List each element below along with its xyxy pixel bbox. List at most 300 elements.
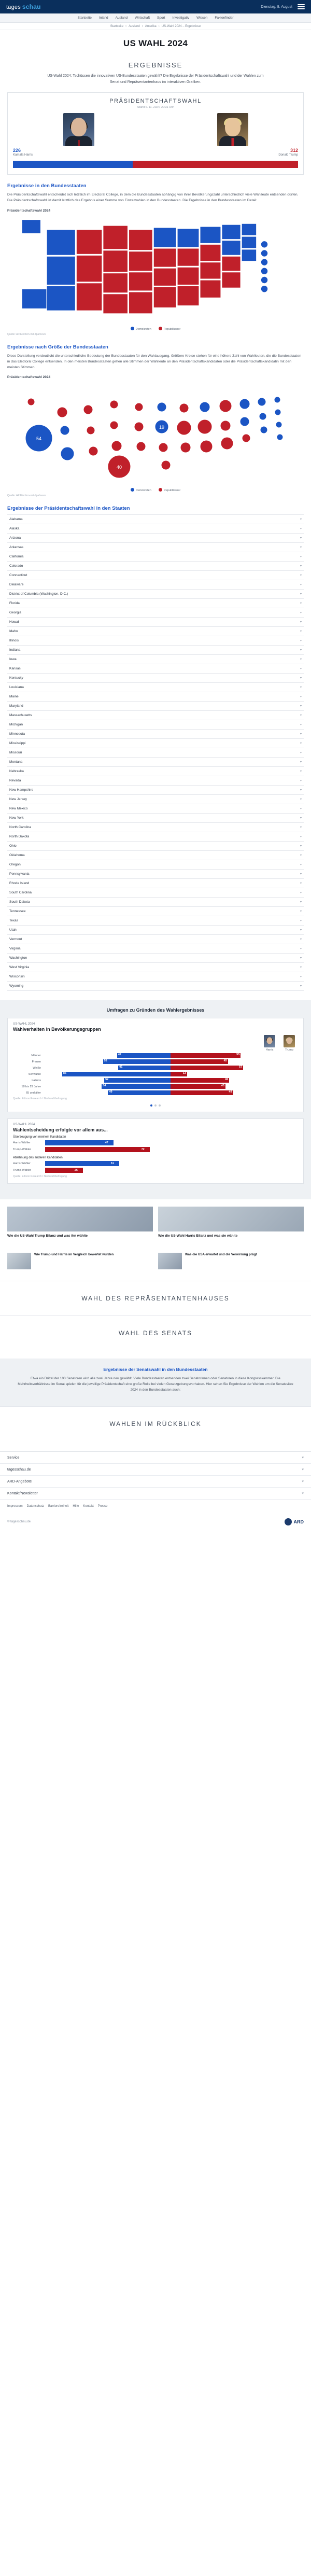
poll-group-row bbox=[13, 1053, 298, 1058]
poll-motivation-label: Harris-Wähler bbox=[13, 1162, 31, 1166]
breadcrumb-2[interactable]: Amerika bbox=[145, 24, 157, 28]
state-row[interactable] bbox=[7, 524, 304, 534]
chevron-down-icon: ▾ bbox=[300, 621, 302, 624]
state-name: Iowa bbox=[9, 657, 17, 662]
map2-caption: Präsidentschaftswahl 2024 bbox=[7, 375, 51, 380]
chevron-down-icon: ▾ bbox=[300, 873, 302, 876]
hero-lede: US-Wahl 2024: Tschüssen die innovativen US-Bundesstaaten gewählt? Die Ergebnisse der Präsidentschaftswahl und der Wahlen zum Senat und Repräsentantenhaus im interaktiven Grafiken. bbox=[47, 74, 264, 84]
breadcrumb-1[interactable]: Ausland bbox=[129, 24, 140, 28]
state-name: Vermont bbox=[9, 937, 22, 942]
president-card-title: PRÄSIDENTSCHAFTSWAHL bbox=[109, 98, 202, 105]
breadcrumb-0[interactable]: Startseite bbox=[110, 24, 124, 28]
band-review[interactable] bbox=[0, 1406, 311, 1441]
poll2-sub2: Ablehnung des anderen Kandidaten bbox=[13, 1156, 63, 1160]
state-name: Arkansas bbox=[9, 545, 24, 550]
candidate-harris bbox=[13, 113, 144, 146]
chevron-down-icon: ▾ bbox=[300, 938, 302, 942]
president-card-date: Stand 6. 11. 2024, 20:31 Uhr bbox=[137, 106, 174, 109]
state-row[interactable] bbox=[7, 562, 304, 571]
poll-group-bars bbox=[43, 1053, 298, 1058]
avatar-harris bbox=[63, 113, 94, 146]
state-name: North Carolina bbox=[9, 825, 31, 830]
state-row[interactable] bbox=[7, 786, 304, 795]
teaser-title-3[interactable]: Was die USA erwartet und die Verwirrung prägt bbox=[185, 1253, 257, 1257]
trump-bar bbox=[133, 161, 298, 168]
state-row[interactable] bbox=[7, 590, 304, 599]
state-row[interactable] bbox=[7, 711, 304, 720]
poll-motivation-bar bbox=[45, 1147, 150, 1152]
map2-paragraph: Diese Darstellung verdeutlicht die unterschiedliche Bedeutung der Bundesstaaten für den Wahlausgang. Größere Kreise stehen für eine höhere Zahl von Wahlleuten, die die Bundesstaaten in das Electoral College entsenden. In den meisten Bundesstaaten gehen alle Stimmen der Wahlleute an den Präsidentschaftskandidaten oder die Präsidentschaftskandidatin mit den meisten Stimmen. bbox=[7, 354, 302, 369]
legend-dem: Demokraten bbox=[131, 327, 151, 331]
nav-item-6[interactable]: Wissen bbox=[196, 16, 208, 20]
state-name: Florida bbox=[9, 601, 20, 606]
chevron-down-icon: ▾ bbox=[300, 742, 302, 746]
poll1-head-harris: Harris bbox=[264, 1035, 275, 1052]
chevron-down-icon: ▾ bbox=[300, 966, 302, 970]
poll-motivation-row bbox=[13, 1161, 298, 1166]
state-row[interactable] bbox=[7, 515, 304, 524]
poll2-kicker: US-WAHL 2024 bbox=[13, 1123, 35, 1127]
chevron-down-icon: ▾ bbox=[300, 714, 302, 718]
band-house-title: WAHL DES REPRÄSENTANTENHAUSES bbox=[81, 1295, 230, 1303]
state-name: New Jersey bbox=[9, 797, 27, 802]
chevron-down-icon: ▾ bbox=[300, 807, 302, 811]
chevron-down-icon: ▾ bbox=[300, 667, 302, 671]
state-name: New Hampshire bbox=[9, 788, 34, 792]
map2-heading: Ergebnisse nach Größe der Bundesstaaten bbox=[7, 344, 108, 350]
teaser-0[interactable] bbox=[7, 1207, 153, 1238]
chevron-down-icon: ▾ bbox=[300, 817, 302, 820]
chevron-down-icon: ▾ bbox=[300, 975, 302, 979]
teaser-title-2[interactable]: Wie Trump und Harris im Vergleich bewertet wurden bbox=[34, 1253, 114, 1257]
poll1-kicker: US-WAHL 2024 bbox=[13, 1023, 35, 1026]
teaser-title-1[interactable]: Wie die US-Wahl Harris Bilanz und was sie wählte bbox=[158, 1234, 238, 1238]
teaser-thumb-2 bbox=[7, 1253, 31, 1269]
poll-group-bars bbox=[43, 1090, 298, 1095]
chevron-down-icon: ▾ bbox=[300, 751, 302, 755]
state-row[interactable] bbox=[7, 776, 304, 786]
chevron-down-icon: ▾ bbox=[300, 770, 302, 774]
chevron-down-icon: ▾ bbox=[300, 705, 302, 708]
teaser-3[interactable] bbox=[158, 1253, 304, 1269]
ard-circle-icon bbox=[285, 1518, 292, 1525]
state-row[interactable] bbox=[7, 720, 304, 730]
poll-bar-dem: 53 bbox=[103, 1059, 171, 1064]
chevron-down-icon: ▾ bbox=[300, 798, 302, 802]
chevron-down-icon: ▾ bbox=[302, 1492, 304, 1496]
state-name: New Mexico bbox=[9, 807, 28, 811]
chevron-down-icon: ▾ bbox=[300, 882, 302, 886]
svg-text:54: 54 bbox=[36, 436, 42, 442]
map1-svg[interactable] bbox=[7, 215, 304, 324]
poll-motivation-label: Harris-Wähler bbox=[13, 1141, 31, 1145]
poll-bar-rep: 43 bbox=[171, 1084, 225, 1089]
candidate-photos bbox=[8, 110, 303, 146]
state-row[interactable] bbox=[7, 870, 304, 879]
state-row[interactable] bbox=[7, 730, 304, 739]
poll-group-row bbox=[13, 1066, 298, 1070]
state-name: California bbox=[9, 555, 24, 559]
state-name: South Dakota bbox=[9, 900, 30, 904]
state-name: Connecticut bbox=[9, 573, 27, 578]
poll-motivation-label: Trump-Wähler bbox=[13, 1148, 31, 1152]
poll-bar-dem: 54 bbox=[102, 1084, 171, 1089]
chevron-down-icon: ▾ bbox=[300, 901, 302, 904]
state-name: Michigan bbox=[9, 723, 23, 727]
state-row[interactable] bbox=[7, 814, 304, 823]
svg-text:19: 19 bbox=[159, 425, 165, 430]
chevron-down-icon: ▾ bbox=[300, 910, 302, 914]
state-name: Oregon bbox=[9, 863, 21, 867]
poll-group-label: Männer bbox=[31, 1054, 41, 1057]
chevron-down-icon: ▾ bbox=[300, 863, 302, 867]
state-row[interactable] bbox=[7, 627, 304, 636]
poll-card-groups bbox=[7, 1018, 304, 1112]
state-name: Tennessee bbox=[9, 909, 26, 914]
section-polls bbox=[0, 1000, 311, 1199]
harris-electoral-votes: 226 bbox=[13, 148, 21, 153]
state-row[interactable] bbox=[7, 823, 304, 832]
state-row[interactable] bbox=[7, 972, 304, 982]
state-name: Delaware bbox=[9, 583, 24, 587]
map1-source: Quelle: AP/Election-mit-dpa/news bbox=[7, 332, 46, 336]
chevron-down-icon: ▾ bbox=[300, 789, 302, 792]
chevron-down-icon: ▾ bbox=[302, 1468, 304, 1472]
state-row[interactable] bbox=[7, 926, 304, 935]
chevron-down-icon: ▾ bbox=[300, 593, 302, 596]
footer-link-2[interactable]: Barrierefreiheit bbox=[48, 1505, 69, 1508]
state-name: Arizona bbox=[9, 536, 21, 540]
nav-item-3[interactable]: Wirtschaft bbox=[135, 16, 150, 20]
page-title: US WAHL 2024 bbox=[123, 38, 188, 48]
nav-item-4[interactable]: Sport bbox=[157, 16, 165, 20]
chevron-down-icon: ▾ bbox=[300, 891, 302, 895]
chevron-down-icon: ▾ bbox=[300, 854, 302, 858]
poll-bar-dem: 41 bbox=[118, 1066, 171, 1070]
state-row[interactable] bbox=[7, 739, 304, 748]
map1-heading: Ergebnisse in den Bundesstaaten bbox=[7, 183, 87, 189]
teaser-2[interactable] bbox=[7, 1253, 153, 1269]
state-row[interactable] bbox=[7, 748, 304, 758]
poll-motivation-value: 47 bbox=[105, 1141, 108, 1145]
poll-group-bars bbox=[43, 1078, 298, 1083]
nav-item-2[interactable]: Ausland bbox=[115, 16, 128, 20]
state-row[interactable] bbox=[7, 674, 304, 683]
svg-text:40: 40 bbox=[116, 465, 122, 470]
candidate-trump bbox=[167, 113, 298, 146]
brand-part-1: tages bbox=[6, 4, 21, 10]
state-row[interactable] bbox=[7, 767, 304, 776]
poll-bar-rep: 57 bbox=[171, 1066, 243, 1070]
us-bubble-map[interactable] bbox=[7, 381, 304, 485]
carousel-dots[interactable] bbox=[13, 1104, 298, 1107]
chevron-down-icon: ▾ bbox=[302, 1480, 304, 1484]
poll-group-row bbox=[13, 1084, 298, 1089]
map1-paragraph: Die Präsidentschaftswahl entscheidet sich letztlich im Electoral College, in dem die Bundesstaaten abhängig von ihrer Bevölkerungszahl unterschiedlich viele Wahlleute entsenden dürfen. Die Präsidentschaftswahl ist damit letztlich das Ergebnis einer Summe von Einzelwahlen in den Bundesstaaten. Die Ergebnisse in den Bundesstaaten im Detail: bbox=[7, 193, 299, 203]
footer bbox=[0, 1451, 311, 1534]
footer-row-3[interactable]: Kontakt/Newsletter ▾ bbox=[0, 1488, 311, 1500]
state-row[interactable] bbox=[7, 599, 304, 608]
chevron-down-icon: ▾ bbox=[300, 658, 302, 662]
state-row[interactable] bbox=[7, 954, 304, 963]
polls-heading: Umfragen zu Gründen des Wahlergebnisses bbox=[106, 1007, 205, 1013]
chevron-down-icon: ▾ bbox=[300, 835, 302, 839]
poll-card-motivation bbox=[7, 1118, 304, 1184]
chevron-down-icon: ▾ bbox=[300, 630, 302, 634]
state-row[interactable] bbox=[7, 860, 304, 870]
poll1-title: Wahlverhalten in Bevölkerungsgruppen bbox=[13, 1027, 101, 1032]
footer-row-1[interactable]: tagesschau.de ▾ bbox=[0, 1464, 311, 1476]
poll-group-label: 65 und älter bbox=[25, 1091, 41, 1095]
legend2-dem: Demokraten bbox=[131, 488, 151, 492]
section-bubble-map bbox=[7, 344, 304, 498]
legend2-rep: Republikaner bbox=[159, 488, 180, 492]
president-result-card bbox=[7, 92, 304, 175]
state-row[interactable] bbox=[7, 646, 304, 655]
hero bbox=[0, 30, 311, 54]
state-name: Kansas bbox=[9, 667, 21, 671]
state-row[interactable] bbox=[7, 888, 304, 898]
state-row[interactable] bbox=[7, 944, 304, 954]
hamburger-icon[interactable] bbox=[298, 4, 305, 9]
state-row[interactable] bbox=[7, 758, 304, 767]
poll-bar-rep: 13 bbox=[171, 1072, 187, 1076]
poll-motivation-bar bbox=[45, 1140, 114, 1145]
breadcrumb[interactable]: Startseite › Ausland › Amerika › US-Wahl 2024 – Ergebnisse bbox=[0, 23, 311, 30]
legend-rep: Republikaner bbox=[159, 327, 180, 331]
harris-bar bbox=[13, 161, 133, 168]
brand-part-2: schau bbox=[22, 3, 41, 10]
state-name: Wyoming bbox=[9, 984, 24, 988]
poll-motivation-row bbox=[13, 1168, 298, 1173]
senate-note-text: Etwa ein Drittel der 100 Senatoren wird alle zwei Jahre neu gewählt. Viele Bundesstaaten entsenden zwei Senatorinnen oder Senatoren in diese Kongresskammer. Die Mehrheitsverhältnisse im Senat spielen für die jeweilige Präsidentschaft eine große Rolle bei vielen Gesetzgebungsvorhaben. Hier sehen Sie Ergebnisse der Wahlen um die Senatssitze 2024 in den Bundesstaaten auch: bbox=[18, 1377, 293, 1392]
chevron-down-icon: ▾ bbox=[300, 574, 302, 578]
state-row[interactable] bbox=[7, 916, 304, 926]
ard-logo[interactable]: ARD bbox=[285, 1518, 304, 1525]
state-row[interactable] bbox=[7, 982, 304, 991]
poll-bar-rep: 46 bbox=[171, 1078, 229, 1083]
state-name: West Virginia bbox=[9, 965, 30, 970]
chevron-down-icon: ▾ bbox=[300, 733, 302, 736]
state-name: New York bbox=[9, 816, 24, 820]
state-row[interactable] bbox=[7, 655, 304, 664]
chevron-down-icon: ▾ bbox=[300, 677, 302, 680]
breadcrumb-3: US-Wahl 2024 – Ergebnisse bbox=[161, 24, 201, 28]
poll-group-label: Schwarze bbox=[28, 1072, 41, 1076]
poll-motivation-label: Trump-Wähler bbox=[13, 1169, 31, 1172]
poll1-head-trump: Trump bbox=[284, 1035, 295, 1052]
footer-bottom bbox=[0, 1513, 311, 1534]
section-state-results bbox=[7, 183, 304, 335]
map2-legend bbox=[7, 488, 304, 492]
state-row[interactable] bbox=[7, 618, 304, 627]
state-row[interactable] bbox=[7, 879, 304, 888]
poll-bar-rep: 49 bbox=[171, 1090, 233, 1095]
teaser-1[interactable] bbox=[158, 1207, 304, 1238]
poll-motivation-bar bbox=[45, 1161, 119, 1166]
band-senate-title: WAHL DES SENATS bbox=[118, 1329, 193, 1337]
state-name: Ohio bbox=[9, 844, 17, 848]
state-row[interactable] bbox=[7, 552, 304, 562]
chevron-down-icon: ▾ bbox=[300, 649, 302, 652]
poll-motivation-value: 51 bbox=[110, 1162, 114, 1166]
chevron-down-icon: ▾ bbox=[300, 947, 302, 951]
poll2-sub1: Überzeugung von meinem Kandidaten bbox=[13, 1136, 66, 1139]
footer-row-2[interactable]: ARD-Angebote ▾ bbox=[0, 1476, 311, 1488]
poll-bar-dem: 49 bbox=[108, 1090, 171, 1095]
state-name: Alabama bbox=[9, 517, 23, 522]
state-row[interactable] bbox=[7, 898, 304, 907]
poll-group-label: 18 bis 29 Jahre bbox=[21, 1085, 41, 1088]
state-name: Nebraska bbox=[9, 769, 24, 774]
state-name: Rhode Island bbox=[9, 881, 30, 886]
footer-link-0[interactable]: Impressum bbox=[7, 1505, 23, 1508]
chevron-down-icon: ▾ bbox=[300, 919, 302, 923]
state-row[interactable] bbox=[7, 795, 304, 804]
chevron-down-icon: ▾ bbox=[300, 826, 302, 830]
senate-note bbox=[0, 1359, 311, 1406]
state-name: Colorado bbox=[9, 564, 23, 568]
poll-group-row bbox=[13, 1059, 298, 1064]
state-row[interactable] bbox=[7, 683, 304, 692]
state-name: Alaska bbox=[9, 527, 20, 531]
avatar-trump bbox=[217, 113, 248, 146]
poll-bar-dem: 42 bbox=[117, 1053, 171, 1058]
states-heading: Ergebnisse der Präsidentschaftswahl in den Staaten bbox=[7, 506, 130, 512]
state-row[interactable] bbox=[7, 692, 304, 702]
poll-motivation-row bbox=[13, 1140, 298, 1145]
poll-bar-dem: 52 bbox=[104, 1078, 171, 1083]
state-name: Louisiana bbox=[9, 685, 24, 690]
state-name: North Dakota bbox=[9, 835, 30, 839]
state-row[interactable] bbox=[7, 963, 304, 972]
chevron-down-icon: ▾ bbox=[300, 723, 302, 727]
header-date: Dienstag, 8. August bbox=[261, 5, 292, 9]
poll2-source: Quelle: Edison Research / Nachwahlbefragung bbox=[13, 1175, 67, 1179]
footer-link-3[interactable]: Hilfe bbox=[73, 1505, 79, 1508]
nav-item-5[interactable]: Investigativ bbox=[172, 16, 190, 20]
band-house[interactable] bbox=[0, 1281, 311, 1315]
chevron-down-icon: ▾ bbox=[300, 779, 302, 783]
chevron-down-icon: ▾ bbox=[300, 929, 302, 932]
state-name: Oklahoma bbox=[9, 853, 25, 858]
state-name: Utah bbox=[9, 928, 17, 932]
electoral-bar bbox=[8, 157, 303, 174]
state-row[interactable] bbox=[7, 935, 304, 944]
state-name: Hawaii bbox=[9, 620, 20, 624]
state-row[interactable] bbox=[7, 702, 304, 711]
teaser-thumb-1 bbox=[158, 1207, 304, 1231]
chevron-down-icon: ▾ bbox=[300, 583, 302, 587]
teaser-title-0[interactable]: Wie die US-Wahl Trump Bilanz und was ihn wählte bbox=[7, 1234, 88, 1238]
nav-item-0[interactable]: Startseite bbox=[77, 16, 92, 20]
state-row[interactable] bbox=[7, 636, 304, 646]
state-name: Washington bbox=[9, 956, 27, 960]
chevron-down-icon: ▾ bbox=[300, 845, 302, 848]
band-review-title: WAHLEN IM RÜCKBLICK bbox=[109, 1420, 202, 1428]
state-accordion[interactable] bbox=[7, 514, 304, 991]
poll-group-bars bbox=[43, 1084, 298, 1089]
electoral-values bbox=[8, 146, 303, 153]
state-name: South Carolina bbox=[9, 891, 32, 895]
nav-item-7[interactable]: Faktenfinder bbox=[215, 16, 234, 20]
state-row[interactable] bbox=[7, 571, 304, 580]
state-name: Maine bbox=[9, 695, 19, 699]
chevron-down-icon: ▾ bbox=[300, 546, 302, 550]
poll2-rows-b bbox=[13, 1161, 298, 1173]
us-choropleth-map[interactable] bbox=[7, 215, 304, 324]
state-name: Illinois bbox=[9, 639, 19, 643]
chevron-down-icon: ▾ bbox=[300, 761, 302, 764]
chevron-down-icon: ▾ bbox=[300, 565, 302, 568]
state-name: Missouri bbox=[9, 751, 22, 755]
state-name: District of Columbia (Washington, D.C.) bbox=[9, 592, 68, 596]
harris-name: Kamala Harris bbox=[13, 153, 33, 157]
state-row[interactable] bbox=[7, 842, 304, 851]
state-row[interactable] bbox=[7, 534, 304, 543]
chevron-down-icon: ▾ bbox=[300, 686, 302, 690]
state-name: Georgia bbox=[9, 611, 22, 615]
map2-source: Quelle: AP/Election-mit-dpa/news bbox=[7, 494, 46, 498]
state-row[interactable] bbox=[7, 804, 304, 814]
footer-link-1[interactable]: Datenschutz bbox=[26, 1505, 45, 1508]
state-row[interactable] bbox=[7, 851, 304, 860]
state-row[interactable] bbox=[7, 543, 304, 552]
state-name: Texas bbox=[9, 919, 18, 923]
brand-logo[interactable] bbox=[6, 3, 41, 10]
state-name: Nevada bbox=[9, 779, 21, 783]
poll-bar-rep: 55 bbox=[171, 1053, 241, 1058]
section-state-list bbox=[7, 506, 304, 991]
poll-group-row bbox=[13, 1072, 298, 1076]
chevron-down-icon: ▾ bbox=[300, 985, 302, 988]
chevron-down-icon: ▾ bbox=[300, 527, 302, 531]
state-row[interactable] bbox=[7, 832, 304, 842]
state-row[interactable] bbox=[7, 664, 304, 674]
map2-svg[interactable] bbox=[7, 381, 304, 485]
state-name: Pennsylvania bbox=[9, 872, 30, 876]
top-bar bbox=[0, 0, 311, 13]
teaser-thumb-3 bbox=[158, 1253, 182, 1269]
poll-group-label: Weiße bbox=[33, 1066, 41, 1070]
teaser-thumb-0 bbox=[7, 1207, 153, 1231]
main-nav[interactable] bbox=[0, 13, 311, 23]
band-senate[interactable] bbox=[0, 1315, 311, 1350]
state-row[interactable] bbox=[7, 608, 304, 618]
state-name: Montana bbox=[9, 760, 23, 764]
copyright: © tagesschau.de bbox=[7, 1520, 31, 1524]
president-card-header bbox=[8, 93, 303, 110]
section-heading-ergebnisse: ERGEBNISSE bbox=[128, 61, 183, 69]
poll1-group-rows bbox=[13, 1053, 298, 1095]
state-row[interactable] bbox=[7, 580, 304, 590]
state-row[interactable] bbox=[7, 907, 304, 916]
poll-motivation-value: 72 bbox=[141, 1148, 145, 1152]
chevron-down-icon: ▾ bbox=[300, 695, 302, 699]
footer-row-0[interactable]: Service ▾ bbox=[0, 1452, 311, 1464]
chevron-down-icon: ▾ bbox=[300, 518, 302, 522]
poll-bar-dem: 85 bbox=[62, 1072, 171, 1076]
nav-item-1[interactable]: Inland bbox=[98, 16, 108, 20]
poll-group-bars bbox=[43, 1059, 298, 1064]
footer-links[interactable] bbox=[0, 1500, 311, 1513]
chevron-down-icon: ▾ bbox=[300, 555, 302, 559]
footer-link-5[interactable]: Presse bbox=[97, 1505, 108, 1508]
chevron-down-icon: ▾ bbox=[300, 639, 302, 643]
state-name: Indiana bbox=[9, 648, 21, 652]
poll-group-label: Latinos bbox=[32, 1079, 41, 1082]
footer-link-4[interactable]: Kontakt bbox=[83, 1505, 94, 1508]
